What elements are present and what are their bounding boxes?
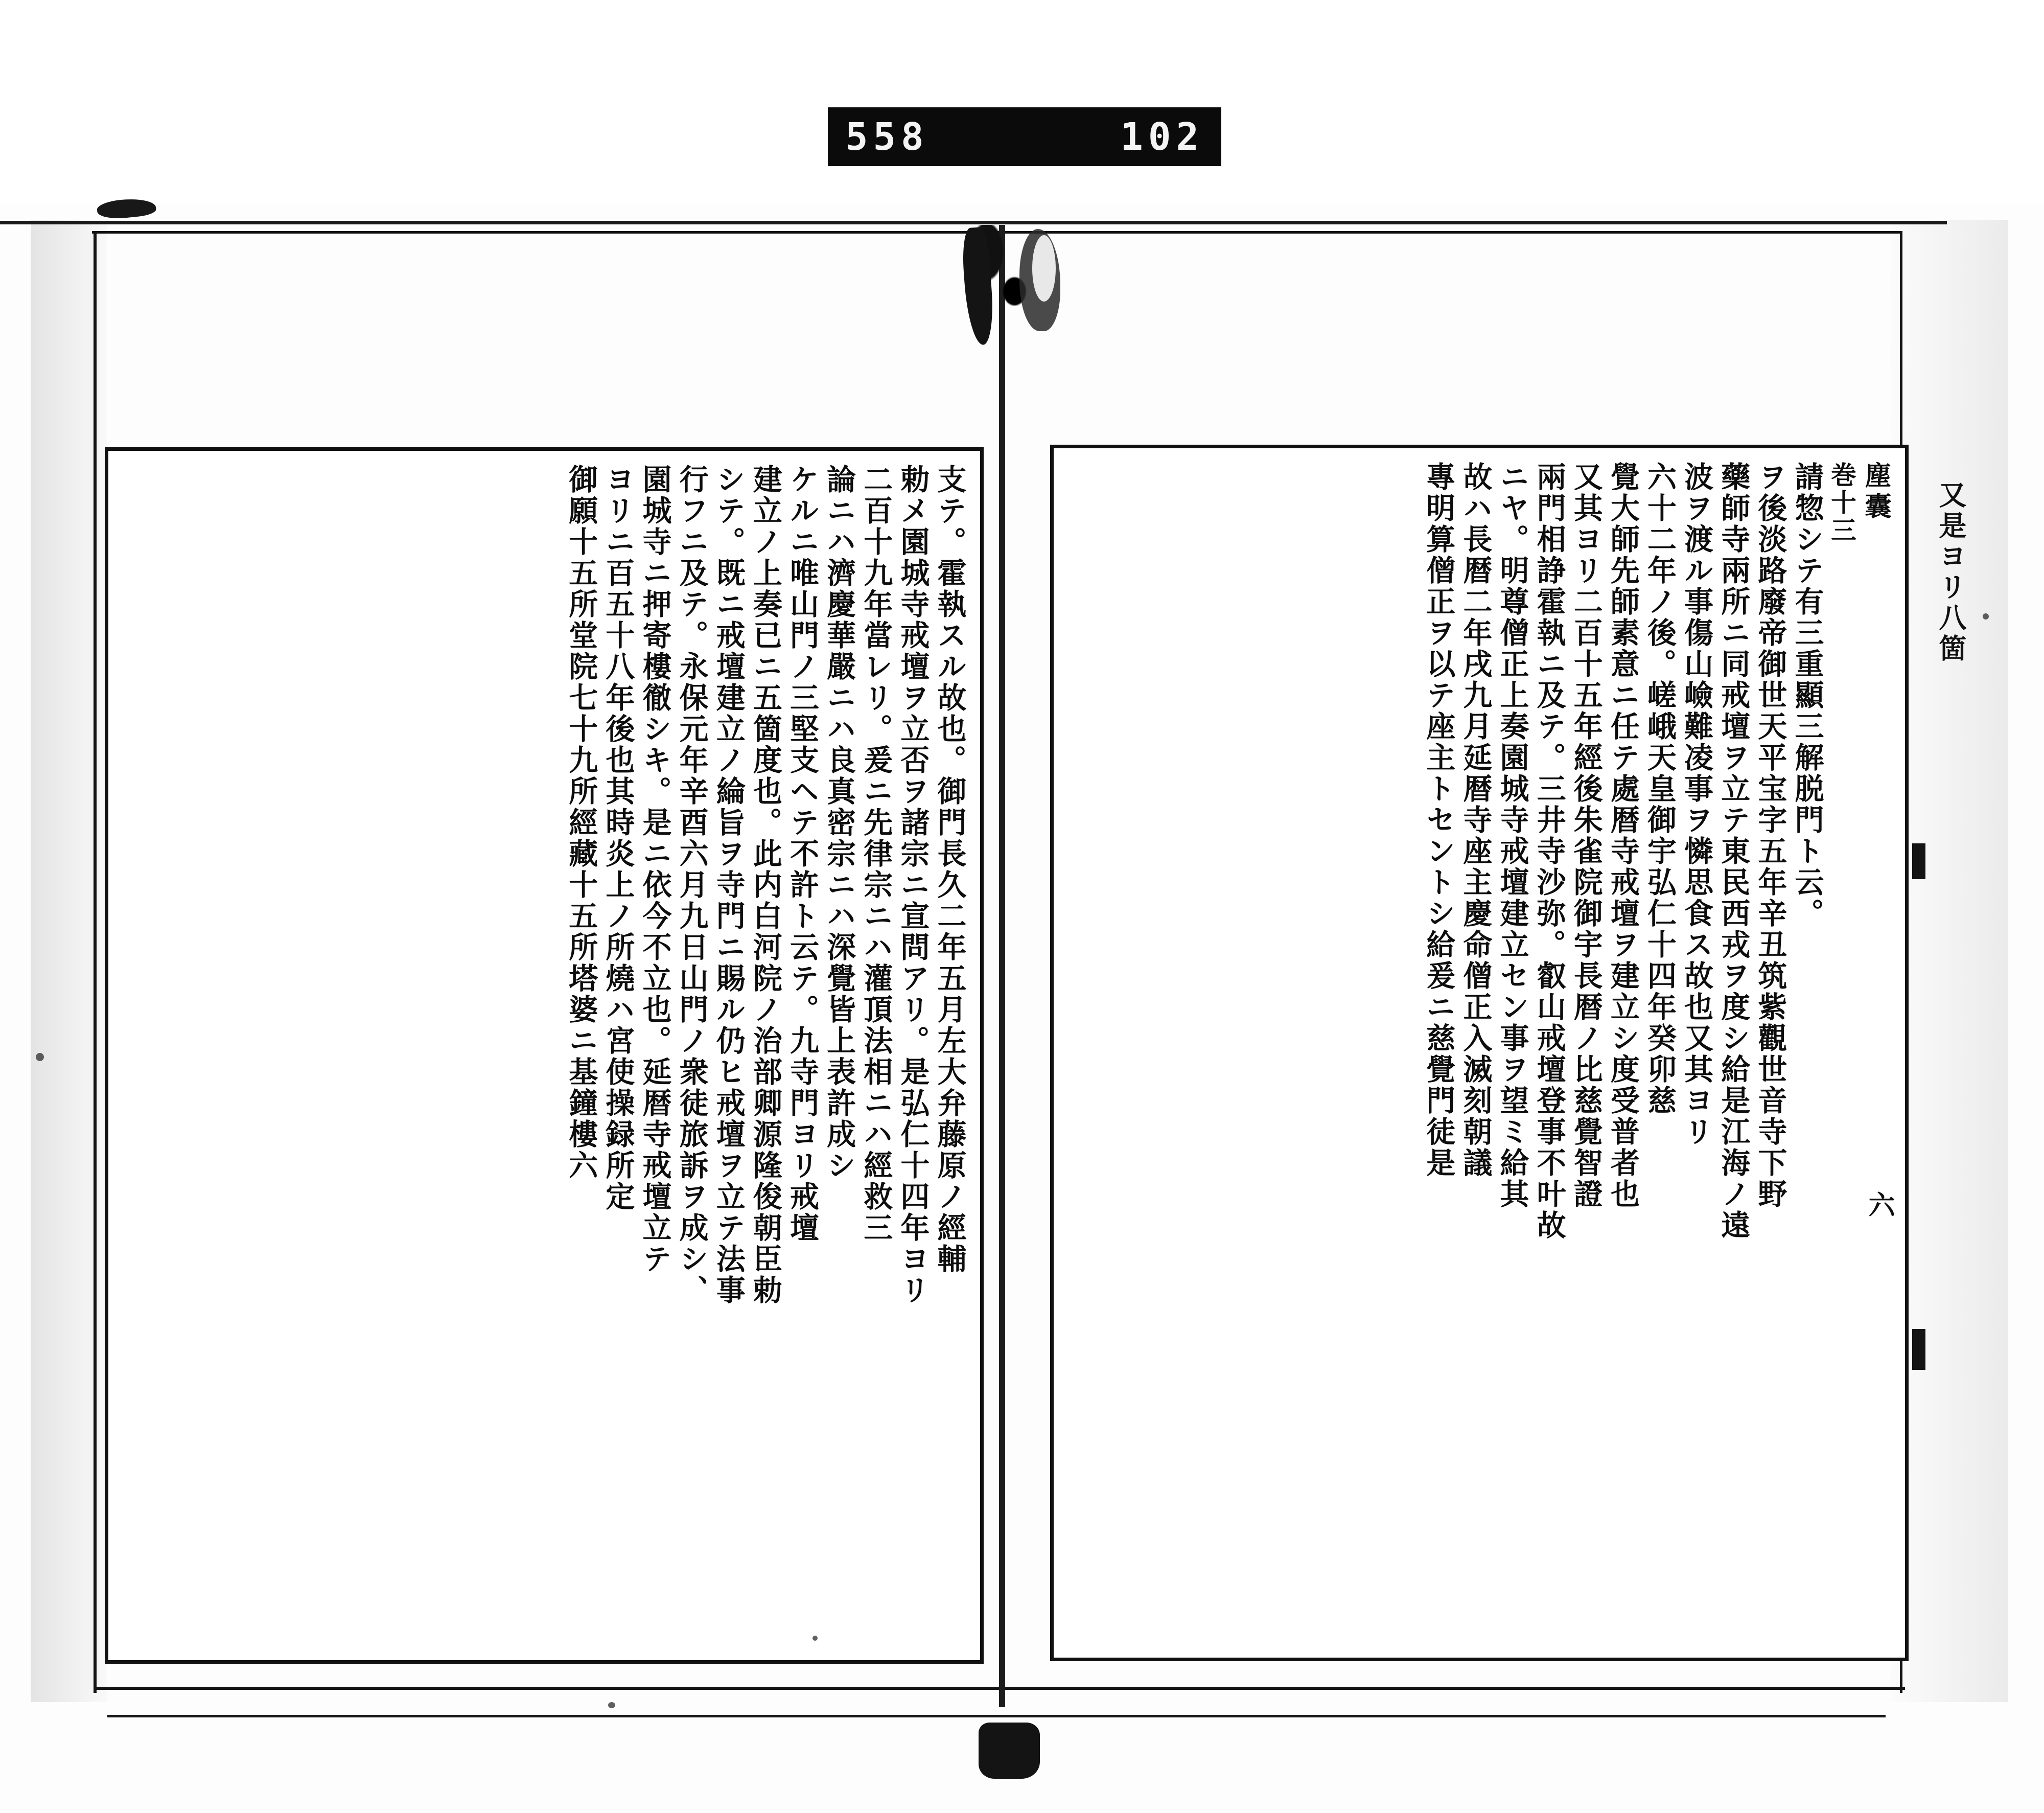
film-frame-number: 558 (845, 114, 929, 159)
outer-margin-note: 又是ヨリ八箇 (1935, 480, 1967, 664)
text-column: 論ニハ濟慶華嚴ニハ良真密宗ニハ深覺皆上表許成シ (822, 464, 856, 1181)
page-number: 六 (1864, 1191, 1895, 1218)
book-title-column: 塵囊 (1860, 462, 1891, 523)
text-column: ヨリニ百五十八年後也其時炎上ノ所燒ハ宮使操録所定 (600, 464, 635, 1212)
text-column: ケルニ唯山門ノ三堅支ヘテ不許ト云テ。九寺門ヨリ戒壇 (785, 464, 820, 1244)
binding-highlight (1032, 235, 1056, 302)
text-column: 二百十九年當レリ。爰ニ先律宗ニハ灌頂法相ニハ經救三 (858, 464, 893, 1244)
text-column: シテ。既ニ戒壇建立ノ綸旨ヲ寺門ニ賜ル仍ヒ戒壇ヲ立テ法事 (711, 464, 746, 1306)
page-top-rule (0, 221, 1947, 224)
volume-label-column: 巻十三 (1826, 462, 1857, 544)
text-column: ヲ後淡路廢帝御世天平宝字五年辛丑筑紫觀世音寺下野 (1753, 462, 1787, 1210)
text-column: 波ヲ渡ル事傷山嶮難凌事ヲ憐思食ス故也又其ヨリ (1679, 462, 1714, 1148)
scan-speck (812, 1636, 818, 1641)
text-column: 園城寺ニ押寄樓徹シキ。是ニ依今不立也。延暦寺戒壇立テ (638, 464, 672, 1275)
text-column: 支テ。霍執スル故也。御門長久二年五月左大弁藤原ノ經輔 (933, 464, 967, 1275)
text-column: 故ハ長暦二年戌九月延暦寺座主慶命僧正入滅刻朝議 (1458, 462, 1493, 1179)
film-exposure-number: 102 (1120, 114, 1204, 159)
text-frame-right-page (1050, 445, 1909, 1661)
text-column: ニヤ。明尊僧正上奏園城寺戒壇建立セン事ヲ望ミ給其 (1495, 462, 1529, 1210)
text-column: 請惣シテ有三重顯三解脱門ト云。 (1790, 462, 1824, 929)
scan-speck (1983, 613, 1989, 619)
scan-speck (36, 1053, 44, 1061)
scan-speck (608, 1702, 615, 1708)
text-column: 兩門相諍霍執ニ及テ。三井寺沙弥。叡山戒壇登事不叶故 (1532, 462, 1567, 1241)
text-column: 行フニ及テ。永保元年辛酉六月九日山門ノ衆徒旅訴ヲ成シ、 (675, 464, 709, 1306)
text-columns-right (1054, 448, 1905, 1658)
page-edge-tab-upper (1912, 843, 1925, 879)
book-gutter (999, 225, 1005, 1707)
text-columns-left (108, 451, 980, 1660)
text-column: 覺大師先師素意ニ任テ處暦寺戒壇ヲ建立シ度受普者也 (1606, 462, 1640, 1210)
page-number-block (1860, 1191, 1898, 1218)
text-column: 勅メ園城寺戒壇ヲ立否ヲ諸宗ニ宣問アリ。是弘仁十四年ヨリ (895, 464, 930, 1306)
binding-tie-bottom (979, 1723, 1040, 1779)
text-column: 又其ヨリ二百十五年經後朱雀院御宇長暦ノ比慈覺智證 (1569, 462, 1604, 1210)
text-column: 御願十五所堂院七十九所經藏十五所塔婆ニ基鐘樓六 (564, 464, 598, 1181)
text-column: 六十二年ノ後。嵯峨天皇御宇弘仁十四年癸卯慈 (1642, 462, 1677, 1116)
text-column: 建立ノ上奏已ニ五箇度也。此内白河院ノ治部卿源隆俊朝臣勅 (748, 464, 783, 1306)
text-column: 藥師寺兩所ニ同戒壇ヲ立テ東民西戎ヲ度シ給是江海ノ遠 (1716, 462, 1751, 1241)
text-frame-left-page (105, 447, 984, 1664)
microfilm-header-strip (828, 107, 1221, 166)
page-bottom-inner-rule (107, 1715, 1886, 1717)
text-column: 專明算僧正ヲ以テ座主トセントシ給爰ニ慈覺門徒是 (1421, 462, 1456, 1179)
page-edge-tab-lower (1912, 1329, 1925, 1370)
outer-margin-marks (1921, 460, 2024, 1661)
